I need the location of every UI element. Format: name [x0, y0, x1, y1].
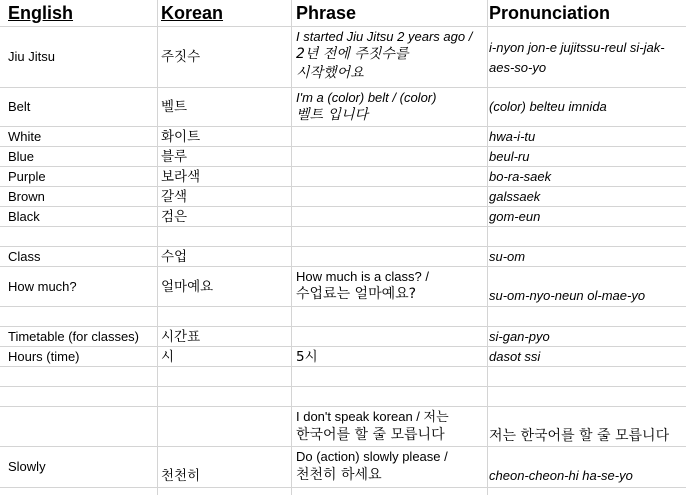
- korean-cell[interactable]: 시간표: [161, 329, 201, 345]
- phrase-cell[interactable]: [292, 367, 487, 386]
- phrase-line: I don't speak korean / 저는: [296, 409, 449, 424]
- table-row: [0, 347, 686, 367]
- phrase-cell[interactable]: [292, 387, 487, 406]
- phrase-line: 2년 전에 주짓수를: [296, 46, 409, 62]
- english-cell[interactable]: Slowly: [8, 459, 46, 474]
- korean-cell[interactable]: 보라색: [161, 169, 201, 185]
- pronunciation-cell[interactable]: [488, 27, 686, 87]
- pronunciation-cell[interactable]: beul-ru: [489, 149, 530, 164]
- english-cell[interactable]: White: [8, 129, 42, 144]
- korean-cell[interactable]: 주짓수: [161, 49, 201, 65]
- korean-cell[interactable]: 화이트: [161, 129, 201, 145]
- phrase-cell[interactable]: [292, 27, 487, 87]
- phrase-cell[interactable]: [292, 327, 487, 346]
- pronunciation-cell[interactable]: su-om: [489, 249, 526, 264]
- pronunciation-cell[interactable]: si-gan-pyo: [489, 329, 550, 344]
- korean-cell[interactable]: 갈색: [161, 189, 188, 205]
- pronunciation-cell[interactable]: dasot ssi: [489, 349, 541, 364]
- pronunciation-cell[interactable]: [488, 387, 686, 406]
- pronunciation-cell[interactable]: [488, 227, 686, 246]
- korean-cell[interactable]: 얼마예요: [161, 278, 214, 295]
- phrase-cell[interactable]: [292, 147, 487, 166]
- table-row: [0, 27, 686, 88]
- korean-cell[interactable]: [158, 387, 291, 406]
- header-pronunciation[interactable]: Pronunciation: [489, 3, 610, 23]
- english-cell[interactable]: [0, 367, 157, 386]
- phrase-cell[interactable]: [292, 88, 487, 126]
- header-row: [0, 0, 686, 27]
- english-cell[interactable]: [0, 227, 157, 246]
- phrase-cell[interactable]: [292, 127, 487, 146]
- phrase-cell[interactable]: [292, 307, 487, 326]
- phrase-line: 시작했어요: [296, 65, 364, 81]
- table-row: [0, 367, 686, 387]
- english-cell[interactable]: Class: [8, 249, 41, 264]
- english-cell[interactable]: Blue: [8, 149, 35, 164]
- phrase-line: 천천히 하세요: [296, 467, 382, 483]
- header-phrase[interactable]: Phrase: [296, 3, 357, 23]
- english-cell[interactable]: Jiu Jitsu: [8, 49, 55, 64]
- phrase-line: 한국어를 할 줄 모릅니다: [296, 427, 445, 443]
- table-row: [0, 207, 686, 227]
- pronunciation-cell[interactable]: bo-ra-saek: [489, 169, 552, 184]
- table-row: [0, 88, 686, 127]
- header-korean[interactable]: Korean: [161, 3, 224, 23]
- korean-cell[interactable]: [158, 307, 291, 326]
- pronunciation-cell[interactable]: galssaek: [489, 189, 541, 204]
- table-row: [0, 447, 686, 488]
- english-cell[interactable]: How much?: [8, 278, 77, 294]
- table-row: [0, 167, 686, 187]
- phrase-cell[interactable]: [292, 247, 487, 266]
- phrase-line: How much is a class? /: [296, 269, 429, 284]
- korean-cell[interactable]: 블루: [161, 149, 188, 165]
- phrase-line: Do (action) slowly please /: [296, 449, 448, 464]
- phrase-cell[interactable]: [292, 227, 487, 246]
- english-cell[interactable]: Belt: [8, 99, 31, 114]
- korean-cell[interactable]: [158, 227, 291, 246]
- phrase-cell[interactable]: [292, 267, 487, 306]
- pronunciation-cell[interactable]: [488, 307, 686, 326]
- english-cell[interactable]: Brown: [8, 189, 45, 204]
- phrase-cell[interactable]: 5시: [296, 349, 318, 365]
- phrase-cell[interactable]: [292, 167, 487, 186]
- korean-cell[interactable]: 천천히: [161, 468, 201, 484]
- pronunciation-cell[interactable]: hwa-i-tu: [489, 129, 536, 144]
- table-row: [0, 187, 686, 207]
- table-row: [0, 307, 686, 327]
- english-cell[interactable]: [0, 407, 157, 446]
- phrase-cell[interactable]: [292, 207, 487, 226]
- pronunciation-cell[interactable]: cheon-cheon-hi ha-se-yo: [489, 468, 633, 483]
- pronunciation-cell[interactable]: su-om-nyo-neun ol-mae-yo: [489, 288, 646, 303]
- korean-cell[interactable]: [158, 367, 291, 386]
- korean-cell[interactable]: 시: [161, 349, 175, 365]
- table-row: [0, 227, 686, 247]
- pronunciation-line: aes-so-yo: [489, 60, 547, 75]
- korean-cell[interactable]: 벨트: [161, 99, 188, 115]
- english-cell[interactable]: [0, 387, 157, 406]
- english-cell[interactable]: Black: [8, 209, 40, 224]
- english-cell[interactable]: Timetable (for classes): [8, 329, 139, 344]
- english-cell[interactable]: [0, 307, 157, 326]
- pronunciation-cell[interactable]: gom-eun: [489, 209, 541, 224]
- phrase-cell[interactable]: [292, 187, 487, 206]
- table-row: [0, 327, 686, 347]
- phrase-cell[interactable]: [292, 407, 487, 446]
- table-row: [0, 267, 686, 307]
- table-row: [0, 247, 686, 267]
- phrase-line: 벨트 입니다: [296, 107, 369, 123]
- pronunciation-line: i-nyon jon-e jujitssu-reul si-jak-: [489, 40, 665, 55]
- pronunciation-cell[interactable]: (color) belteu imnida: [489, 99, 607, 114]
- pronunciation-cell[interactable]: 저는 한국어를 할 줄 모릅니다: [489, 428, 670, 444]
- table-row: [0, 407, 686, 447]
- korean-cell[interactable]: [158, 407, 291, 446]
- phrase-line: 수업료는 얼마예요?: [296, 286, 417, 302]
- korean-cell[interactable]: 검은: [161, 209, 188, 225]
- pronunciation-cell[interactable]: [488, 367, 686, 386]
- table-row: [0, 387, 686, 407]
- phrase-line: I'm a (color) belt / (color): [296, 90, 437, 105]
- table-row: [0, 147, 686, 167]
- phrase-line: I started Jiu Jitsu 2 years ago /: [296, 29, 473, 44]
- english-cell[interactable]: Purple: [8, 169, 46, 184]
- korean-cell[interactable]: 수업: [161, 249, 188, 265]
- english-cell[interactable]: Hours (time): [8, 349, 80, 364]
- table-row: [0, 127, 686, 147]
- phrase-cell[interactable]: [292, 447, 487, 487]
- header-english[interactable]: English: [8, 3, 74, 23]
